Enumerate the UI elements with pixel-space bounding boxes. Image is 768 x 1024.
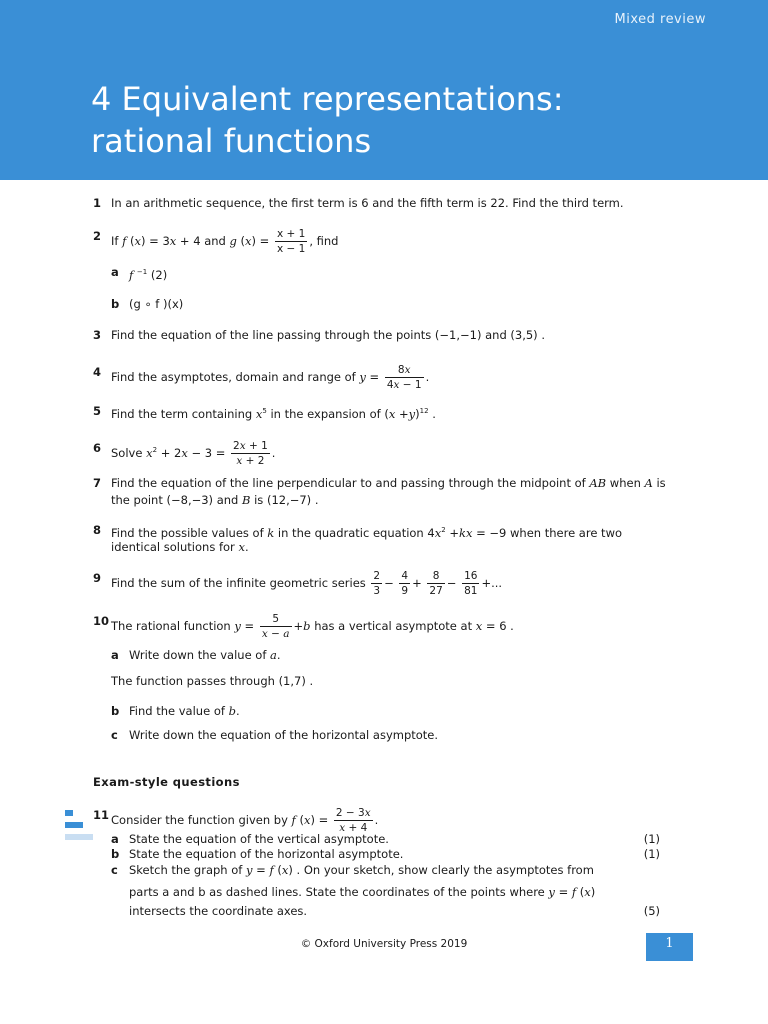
part-label: a — [111, 832, 119, 846]
question-number: 1 — [93, 196, 102, 210]
question-number: 10 — [93, 614, 110, 628]
copyright-footer: © Oxford University Press 2019 — [300, 938, 468, 950]
part-label: c — [111, 728, 118, 742]
part-text: Write down the value of a. — [129, 648, 281, 662]
question-number: 9 — [93, 571, 102, 585]
question-text: Find the term containing $x^5$ in the expansion of $(x +y)^{12}$ . — [111, 406, 436, 421]
part-label: a — [111, 265, 119, 279]
question-number: 4 — [93, 365, 102, 379]
question-text: Find the asymptotes, domain and range of y = $\frac{8x}{4x - 1}$ . — [111, 364, 430, 391]
question-number: 7 — [93, 476, 102, 490]
section-tag: Mixed review — [614, 12, 706, 27]
part-label: b — [111, 704, 120, 718]
question-number: 8 — [93, 523, 102, 537]
part-text: State the equation of the horizontal asymptote. — [129, 847, 404, 861]
question-text: Find the possible values of k in the quadratic equation $4x^2 +kx = -9$ when there are two — [111, 525, 623, 540]
part-text: parts a and b as dashed lines. State the coordinates of the points where y = f (x) — [129, 885, 596, 899]
part-text: Write down the equation of the horizontal asymptote. — [129, 728, 439, 742]
title-line-2: rational functions — [91, 122, 372, 160]
question-text: If f (x) = 3x + 4 and g (x) = $\frac{x + 1}{x - 1}$ , find — [111, 228, 339, 255]
question-text: the point (−8,−3) and B is (12,−7) . — [111, 493, 319, 507]
page-number: 1 — [646, 933, 693, 961]
question-text: Find the equation of the line perpendicular to and passing through the midpoint of AB when A is — [111, 476, 666, 490]
question-text: identical solutions for x. — [111, 540, 249, 554]
question-number: 11 — [93, 808, 110, 822]
question-number: 6 — [93, 441, 102, 455]
part-text: intersects the coordinate axes. — [129, 904, 308, 918]
question-number: 3 — [93, 328, 102, 342]
header-banner — [0, 0, 768, 180]
part-text: Sketch the graph of y = f (x) . On your sketch, show clearly the asymptotes from — [129, 863, 594, 877]
question-text: Solve $x^2 + 2x - 3$ = $\frac{2x + 1}{x + 2}$ . — [111, 440, 276, 467]
marks: (1) — [643, 847, 660, 861]
part-label: c — [111, 863, 118, 877]
question-text: Find the sum of the infinite geometric series $\frac{2}{3}$ − $\frac{4}{9}$ + $\frac{8}{27}$ − $\frac{16}{81}$ +... — [111, 570, 503, 597]
question-text: In an arithmetic sequence, the first term is 6 and the fifth term is 22. Find the third term. — [111, 196, 624, 210]
marks: (5) — [643, 904, 660, 918]
exam-section-heading: Exam-style questions — [93, 775, 240, 789]
page-title — [91, 78, 711, 162]
question-text: The rational function y = $\frac{5}{x - a}$ +b has a vertical asymptote at x = 6 . — [111, 613, 514, 640]
question-text: Find the equation of the line passing through the points (−1,−1) and (3,5) . — [111, 328, 545, 342]
title-line-1: 4 Equivalent representations: — [91, 80, 564, 118]
question-text: The function passes through (1,7) . — [111, 674, 314, 688]
question-number: 5 — [93, 404, 102, 418]
marks: (1) — [643, 832, 660, 846]
part-label: b — [111, 847, 120, 861]
part-text: f $^{-1}$ (2) — [129, 267, 168, 282]
question-text: Consider the function given by f (x) = $\frac{2 - 3x}{x + 4}$ . — [111, 807, 379, 834]
part-text: (g ∘ f )(x) — [129, 297, 184, 311]
part-label: a — [111, 648, 119, 662]
part-text: State the equation of the vertical asymptote. — [129, 832, 389, 846]
part-label: b — [111, 297, 120, 311]
part-text: Find the value of b. — [129, 704, 240, 718]
question-number: 2 — [93, 229, 102, 243]
